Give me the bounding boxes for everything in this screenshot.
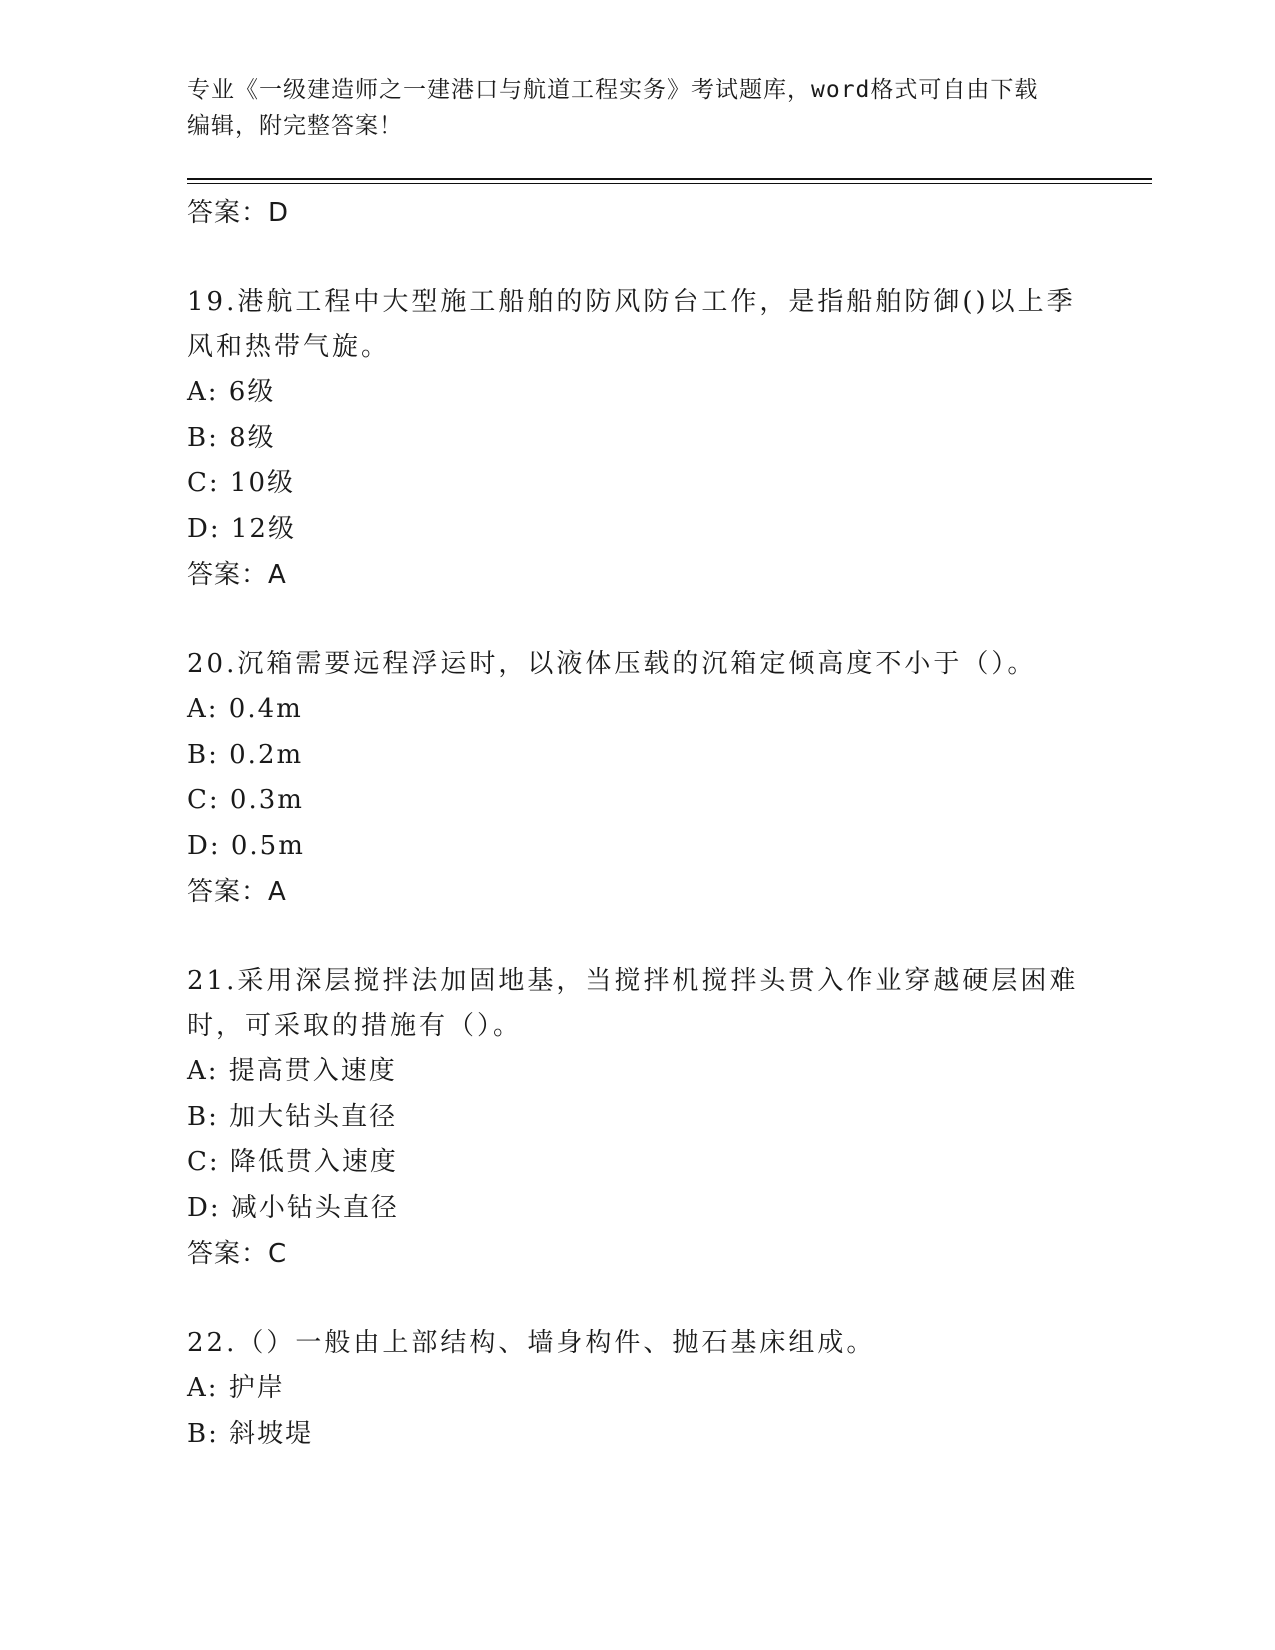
question-block: [187, 280, 1087, 598]
header-line-2: 编辑，附完整答案！: [187, 113, 403, 139]
question-text: 19.港航工程中大型施工船舶的防风防台工作，是指船舶防御()以上季风和热带气旋。: [187, 287, 1076, 362]
header-line-1: 专业《一级建造师之一建港口与航道工程实务》考试题库，word格式可自由下载: [187, 77, 1039, 103]
option-d: D: 12级: [187, 513, 296, 544]
answer-label: 答案：C: [187, 1239, 288, 1269]
option-b: B: 8级: [187, 422, 276, 453]
option-a: A: 0.4m: [187, 694, 303, 724]
document-header: [187, 72, 1067, 144]
header-rule-thin: [187, 183, 1152, 184]
option-a: A: 6级: [187, 377, 276, 407]
question-block: [187, 1321, 1087, 1457]
question-block: [187, 959, 1087, 1277]
option-d: D: 减小钻头直径: [187, 1192, 399, 1223]
question-text: 20.沉箱需要远程浮运时，以液体压载的沉箱定倾高度不小于（）。: [187, 649, 1037, 679]
question-text: 21.采用深层搅拌法加固地基，当搅拌机搅拌头贯入作业穿越硬层困难时，可采取的措施有（）。: [187, 966, 1079, 1041]
option-b: B: 斜坡堤: [187, 1418, 314, 1449]
question-block: [187, 642, 1087, 915]
option-b: B: 0.2m: [187, 739, 304, 770]
option-a: A: 提高贯入速度: [187, 1056, 397, 1086]
header-rule-thick: [187, 178, 1152, 180]
document-body: [187, 190, 1087, 1457]
option-b: B: 加大钻头直径: [187, 1101, 398, 1132]
option-d: D: 0.5m: [187, 830, 305, 861]
answer-label: 答案：D: [187, 198, 290, 228]
answer-label: 答案：A: [187, 560, 287, 590]
option-a: A: 护岸: [187, 1373, 285, 1403]
option-c: C: 降低贯入速度: [187, 1147, 398, 1177]
option-c: C: 0.3m: [187, 785, 304, 815]
option-c: C: 10级: [187, 468, 296, 498]
question-text: 22.（）一般由上部结构、墙身构件、抛石基床组成。: [187, 1328, 876, 1358]
answer-label: 答案：A: [187, 877, 287, 907]
